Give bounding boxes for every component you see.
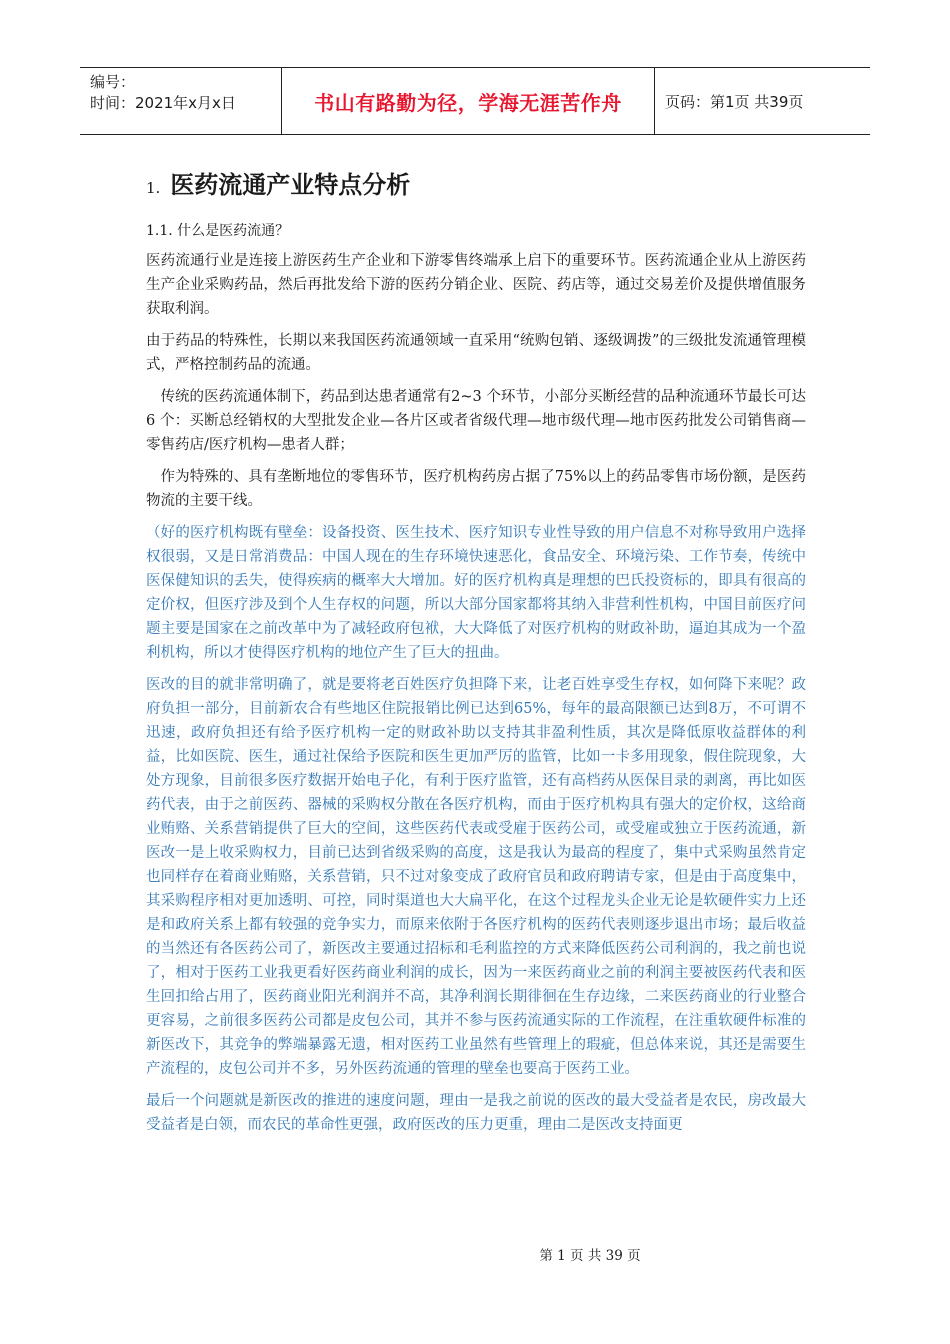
time-label: 时间：2021年x月x日 bbox=[90, 94, 236, 112]
page-info: 页码：第1页 共39页 bbox=[665, 92, 804, 111]
paragraph: 由于药品的特殊性，长期以来我国医药流通领域一直采用“统购包销、逐级调拨”的三级批发流通管理模式，严格控制药品的流通。 bbox=[146, 333, 806, 373]
paragraph: 医药流通行业是连接上游医药生产企业和下游零售终端承上启下的重要环节。医药流通企业从上游医药生产企业采购药品，然后再批发给下游的医药分销企业、医院、药店等，通过交易差价及提供增值服务获取利润。 bbox=[146, 253, 806, 317]
section-title-text: 医药流通产业特点分析 bbox=[170, 171, 411, 199]
comment-paragraph: （好的医疗机构既有壁垒：设备投资、医生技术、医疗知识专业性导致的用户信息不对称导致用户选择权很弱，又是日常消费品：中国人现在的生存环境快速恶化，食品安全、环境污染、工作节奏，传统中医保健知识的丢失，使得疾病的概率大大增加。好的医疗机构真是理想的巴氏投资标的，即具有很高的定价权，但医疗涉及到个人生存权的问题，所以大部分国家都将其纳入非营利性机构，中国目前医疗问题主要是国家在之前改革中为了减轻政府包袱，大大降低了对医疗机构的财政补助，逼迫其成为一个盈利机构，所以才使得医疗机构的地位产生了巨大的扭曲。 bbox=[146, 525, 806, 661]
document-body bbox=[146, 168, 806, 1145]
motto: 书山有路勤为径，学海无涯苦作舟 bbox=[282, 68, 655, 134]
header-meta bbox=[80, 68, 282, 134]
paragraph: 传统的医药流通体制下，药品到达患者通常有2~3 个环节，小部分买断经营的品种流通环节最长可达6 个：买断总经销权的大型批发企业—各片区或者省级代理—地市级代理—地市医药批发公司销售商—零售药店/医疗机构—患者人群； bbox=[146, 389, 806, 453]
subsection-title: 1.1. 什么是医药流通？ bbox=[146, 223, 290, 239]
number-label: 编号： bbox=[90, 73, 136, 91]
section-title bbox=[146, 168, 806, 205]
section-number: 1. bbox=[146, 179, 161, 197]
comment-paragraph: 最后一个问题就是新医改的推进的速度问题，理由一是我之前说的医改的最大受益者是农民，房改最大受益者是白领，而农民的革命性更强，政府医改的压力更重，理由二是医改支持面更 bbox=[146, 1093, 806, 1133]
paragraph: 作为特殊的、具有垄断地位的零售环节，医疗机构药房占据了75%以上的药品零售市场份额，是医药物流的主要干线。 bbox=[146, 469, 806, 509]
comment-paragraph: 医改的目的就非常明确了，就是要将老百姓医疗负担降下来，让老百姓享受生存权，如何降下来呢？政府负担一部分，目前新农合有些地区住院报销比例已达到65%，每年的最高限额已达到8万，不可谓不迅速，政府负担还有给予医疗机构一定的财政补助以支持其非盈利性质，其次是降低原收益群体的利益，比如医院、医生，通过社保给予医院和医生更加严厉的监管，比如一卡多用现象，假住院现象，大处方现象，目前很多医疗数据开始电子化，有利于医疗监管，还有高档药从医保目录的剥离，再比如医药代表，由于之前医药、器械的采购权分散在各医疗机构，而由于医疗机构具有强大的定价权，这给商业贿赂、关系营销提供了巨大的空间，这些医药代表或受雇于医药公司，或受雇或独立于医药流通，新医改一是上收采购权力，目前已达到省级采购的高度，这是我认为最高的程度了，集中式采购虽然肯定也同样存在着商业贿赂，关系营销，只不过对象变成了政府官员和政府聘请专家，但是由于高度集中，其采购程序相对更加透明、可控，同时渠道也大大扁平化，在这个过程龙头企业无论是软硬件实力上还是和政府关系上都有较强的竞争实力，而原来依附于各医疗机构的医药代表则逐步退出市场；最后收益的当然还有各医药公司了，新医改主要通过招标和毛利监控的方式来降低医药公司利润的，我之前也说了，相对于医药工业我更看好医药商业利润的成长，因为一来医药商业之前的利润主要被医药代表和医生回扣给占用了，医药商业阳光利润并不高，其净利润长期徘徊在生存边缘，二来医药商业的行业整合更容易，之前很多医药公司都是皮包公司，其并不参与医药流通实际的工作流程，在注重软硬件标准的新医改下，其竞争的弊端暴露无遗，相对医药工业虽然有些管理上的瑕疵，但总体来说，其还是需要生产流程的，皮包公司并不多，另外医药流通的管理的壁垒也要高于医药工业。 bbox=[146, 677, 806, 1077]
document-header bbox=[80, 67, 870, 135]
page-footer: 第 1 页 共 39 页 bbox=[539, 1248, 641, 1264]
